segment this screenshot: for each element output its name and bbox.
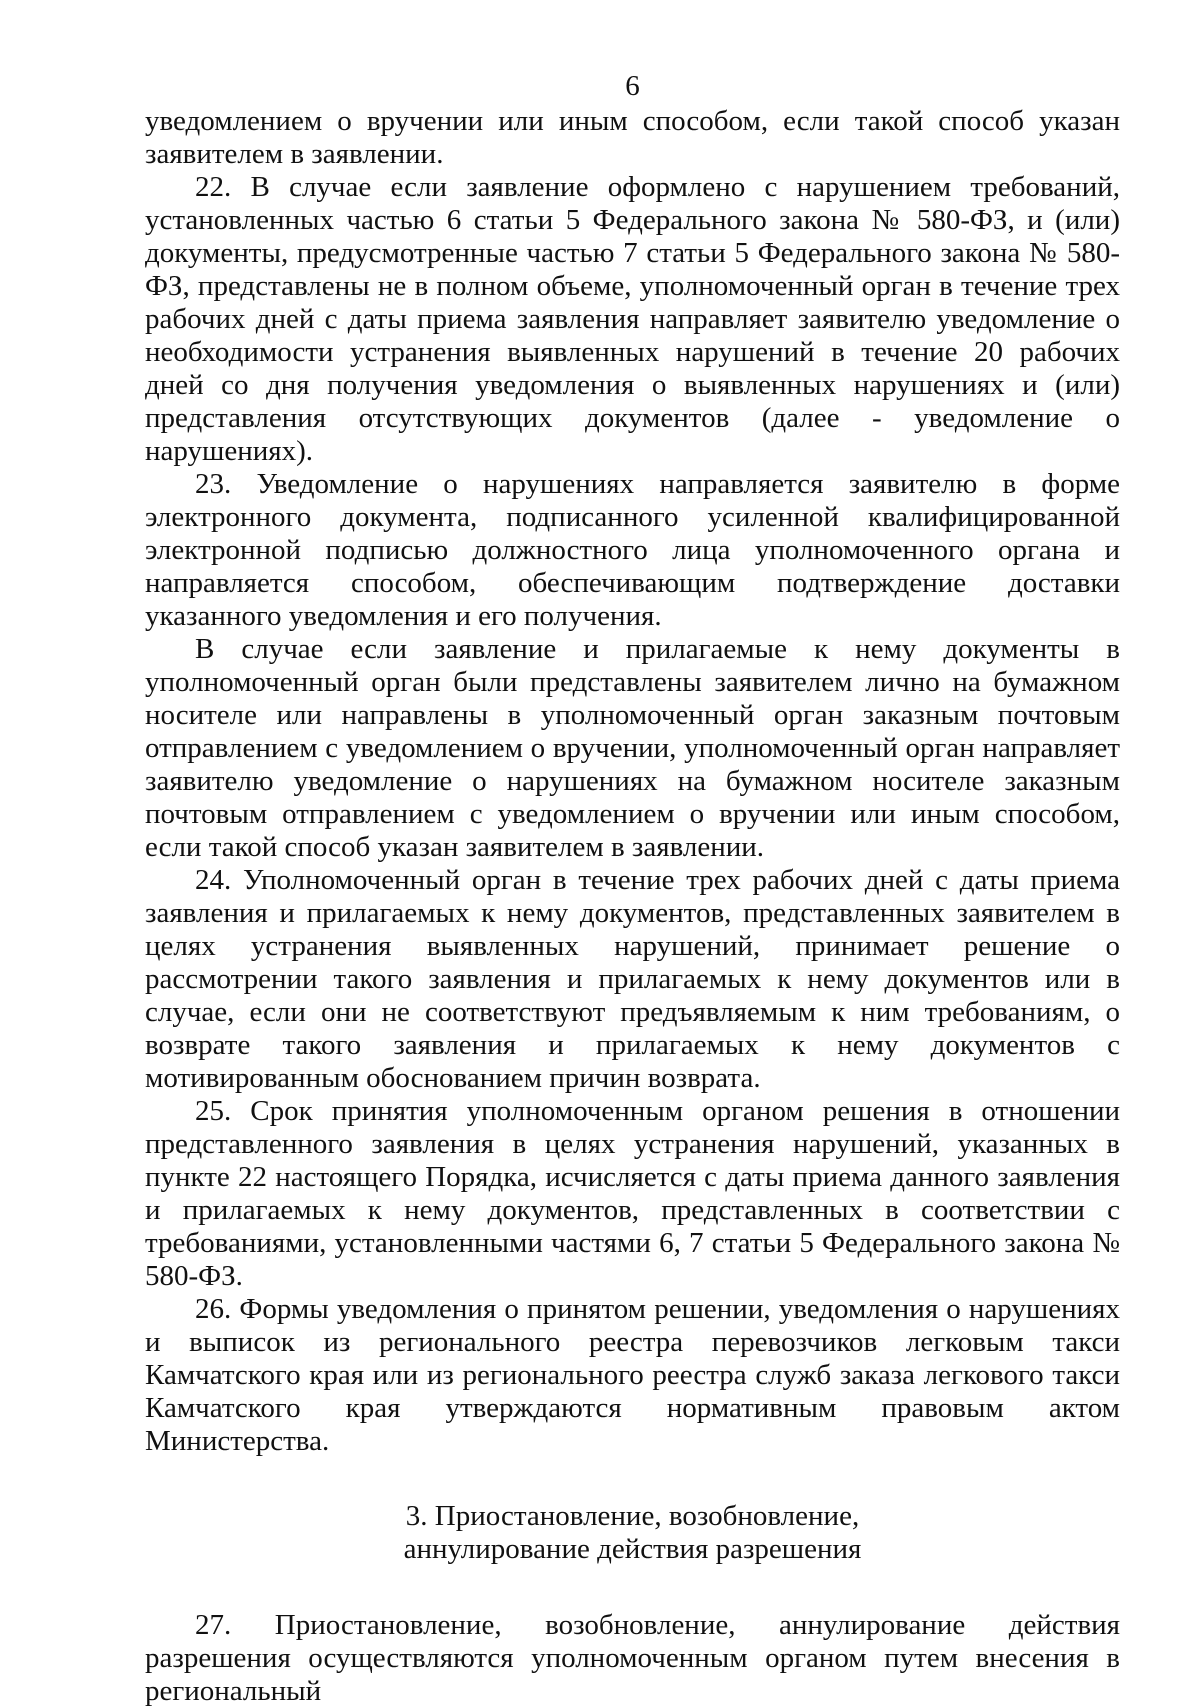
paragraph-26: 26. Формы уведомления о принятом решении, уведомления о нарушениях и выписок из регионального реестра перевозчиков легковым такси Камчатского края или из регионального реестра служб заказа легкового такси Камчатского края утверждаются нормативным правовым актом Министерства. [145,1293,1120,1457]
section-heading-line-1: 3. Приостановление, возобновление, [405,1500,860,1532]
section-heading [145,1500,1120,1566]
paragraph-22: 22. В случае если заявление оформлено с нарушением требований, установленных частью 6 статьи 5 Федерального закона № 580-ФЗ, и (или) документы, предусмотренные частью 7 статьи 5 Федерального закона № 580-ФЗ, представлены не в полном объеме, уполномоченный орган в течение трех рабочих дней с даты приема заявления направляет заявителю уведомление о необходимости устранения выявленных нарушений в течение 20 рабочих дней со дня получения уведомления о выявленных нарушениях и (или) представления отсутствующих документов (далее - уведомление о нарушениях). [145,171,1120,467]
paragraph-23-continued: В случае если заявление и прилагаемые к нему документы в уполномоченный орган были представлены заявителем лично на бумажном носителе или направлены в уполномоченный орган заказным почтовым отправлением с уведомлением о вручении, уполномоченный орган направляет заявителю уведомление о нарушениях на бумажном носителе заказным почтовым отправлением с уведомлением о вручении или иным способом, если такой способ указан заявителем в заявлении. [145,633,1120,863]
paragraph-27: 27. Приостановление, возобновление, аннулирование действия разрешения осуществляются уполномоченным органом путем внесения в региональный [145,1609,1120,1707]
page-number: 6 [625,70,640,102]
document-page [145,70,1120,1708]
paragraph-25: 25. Срок принятия уполномоченным органом решения в отношении представленного заявления в целях устранения нарушений, указанных в пункте 22 настоящего Порядка, исчисляется с даты приема данного заявления и прилагаемых к нему документов, представленных в соответствии с требованиями, установленными частями 6, 7 статьи 5 Федерального закона № 580-ФЗ. [145,1095,1120,1292]
paragraph-continuation: уведомлением о вручении или иным способом, если такой способ указан заявителем в заявлении. [145,105,1120,170]
paragraph-24: 24. Уполномоченный орган в течение трех рабочих дней с даты приема заявления и прилагаемых к нему документов, представленных заявителем в целях устранения выявленных нарушений, принимает решение о рассмотрении такого заявления и прилагаемых к нему документов или в случае, если они не соответствуют предъявляемым к ним требованиям, о возврате такого заявления и прилагаемых к нему документов с мотивированным обоснованием причин возврата. [145,864,1120,1094]
paragraph-23: 23. Уведомление о нарушениях направляется заявителю в форме электронного документа, подписанного усиленной квалифицированной электронной подписью должностного лица уполномоченного органа и направляется способом, обеспечивающим подтверждение доставки указанного уведомления и его получения. [145,468,1120,632]
section-heading-line-2: аннулирование действия разрешения [403,1533,862,1565]
